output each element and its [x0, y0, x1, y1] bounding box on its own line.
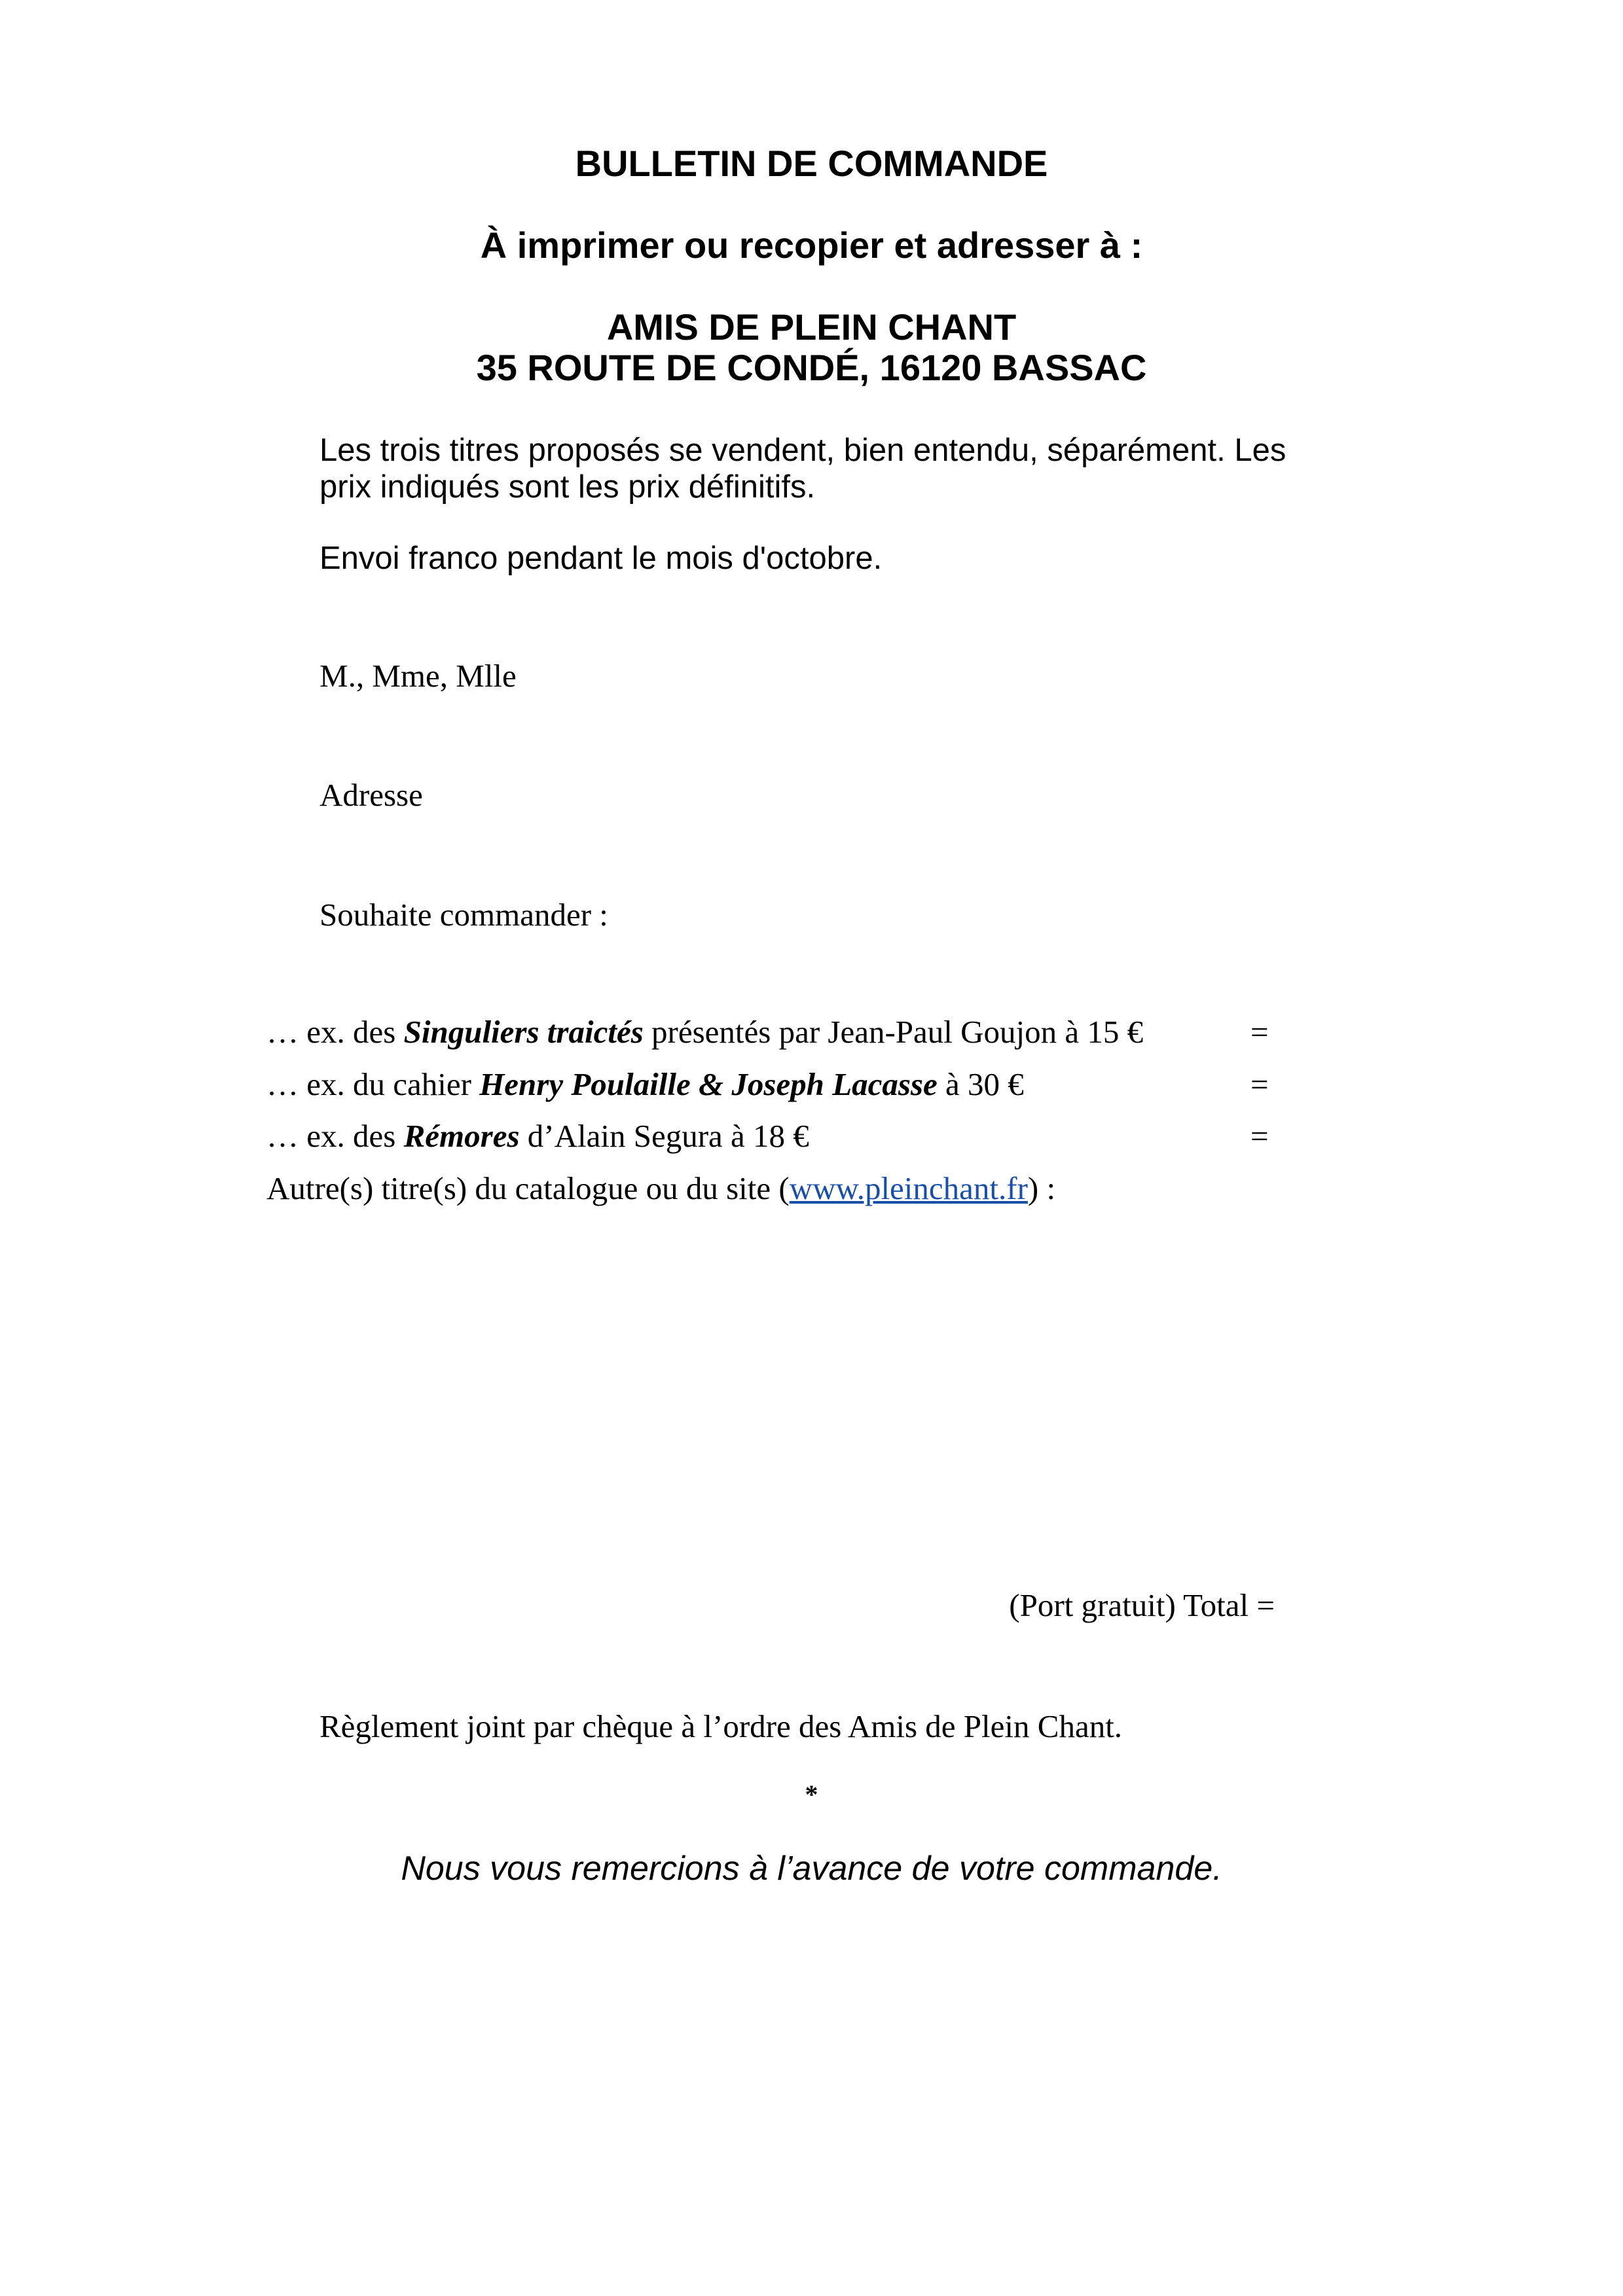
order-line-prefix: … ex. du cahier — [266, 1066, 480, 1102]
equals-sign: = — [1250, 1014, 1269, 1050]
sale-note: Les trois titres proposés se vendent, bien entendu, séparément. Les prix indiqués sont les prix définitifs. — [319, 433, 1286, 505]
order-line-remores — [266, 1117, 1275, 1156]
order-line-suffix: d’Alain Segura à 18 € — [519, 1118, 809, 1154]
organization-address: 35 ROUTE DE CONDÉ, 16120 BASSAC — [476, 347, 1147, 388]
closing-thanks: Nous vous remercions à l’avance de votre commande. — [401, 1850, 1222, 1888]
order-label: Souhaite commander : — [319, 897, 608, 933]
organization-name: AMIS DE PLEIN CHANT — [606, 306, 1017, 348]
page-title: BULLETIN DE COMMANDE — [575, 143, 1048, 184]
book-title: Rémores — [403, 1118, 520, 1154]
order-line-suffix: présentés par Jean-Paul Goujon à 15 € — [643, 1014, 1144, 1050]
payment-note: Règlement joint par chèque à l’ordre des Amis de Plein Chant. — [319, 1708, 1123, 1744]
order-line-prefix: … ex. des — [266, 1014, 404, 1050]
book-title: Henry Poulaille & Joseph Lacasse — [479, 1066, 938, 1102]
order-line-suffix: à 30 € — [937, 1066, 1024, 1102]
mailing-instruction: À imprimer ou recopier et adresser à : — [480, 224, 1143, 266]
name-label: M., Mme, Mlle — [319, 658, 517, 694]
shipping-note: Envoi franco pendant le mois d'octobre. — [319, 541, 883, 576]
equals-sign: = — [1250, 1066, 1269, 1102]
other-titles-line — [266, 1169, 1275, 1208]
order-line-singuliers — [266, 1013, 1275, 1052]
other-titles-suffix: ) : — [1027, 1170, 1056, 1206]
address-label: Adresse — [319, 777, 423, 813]
total-line: (Port gratuit) Total = — [1009, 1587, 1275, 1623]
equals-sign: = — [1250, 1118, 1269, 1154]
order-line-prefix: … ex. des — [266, 1118, 404, 1154]
order-line-poulaille-lacasse — [266, 1065, 1275, 1104]
separator-asterisk: * — [805, 1780, 818, 1809]
other-titles-prefix: Autre(s) titre(s) du catalogue ou du site ( — [266, 1170, 790, 1206]
website-link[interactable]: www.pleinchant.fr — [789, 1170, 1028, 1206]
book-title: Singuliers traictés — [403, 1014, 644, 1050]
